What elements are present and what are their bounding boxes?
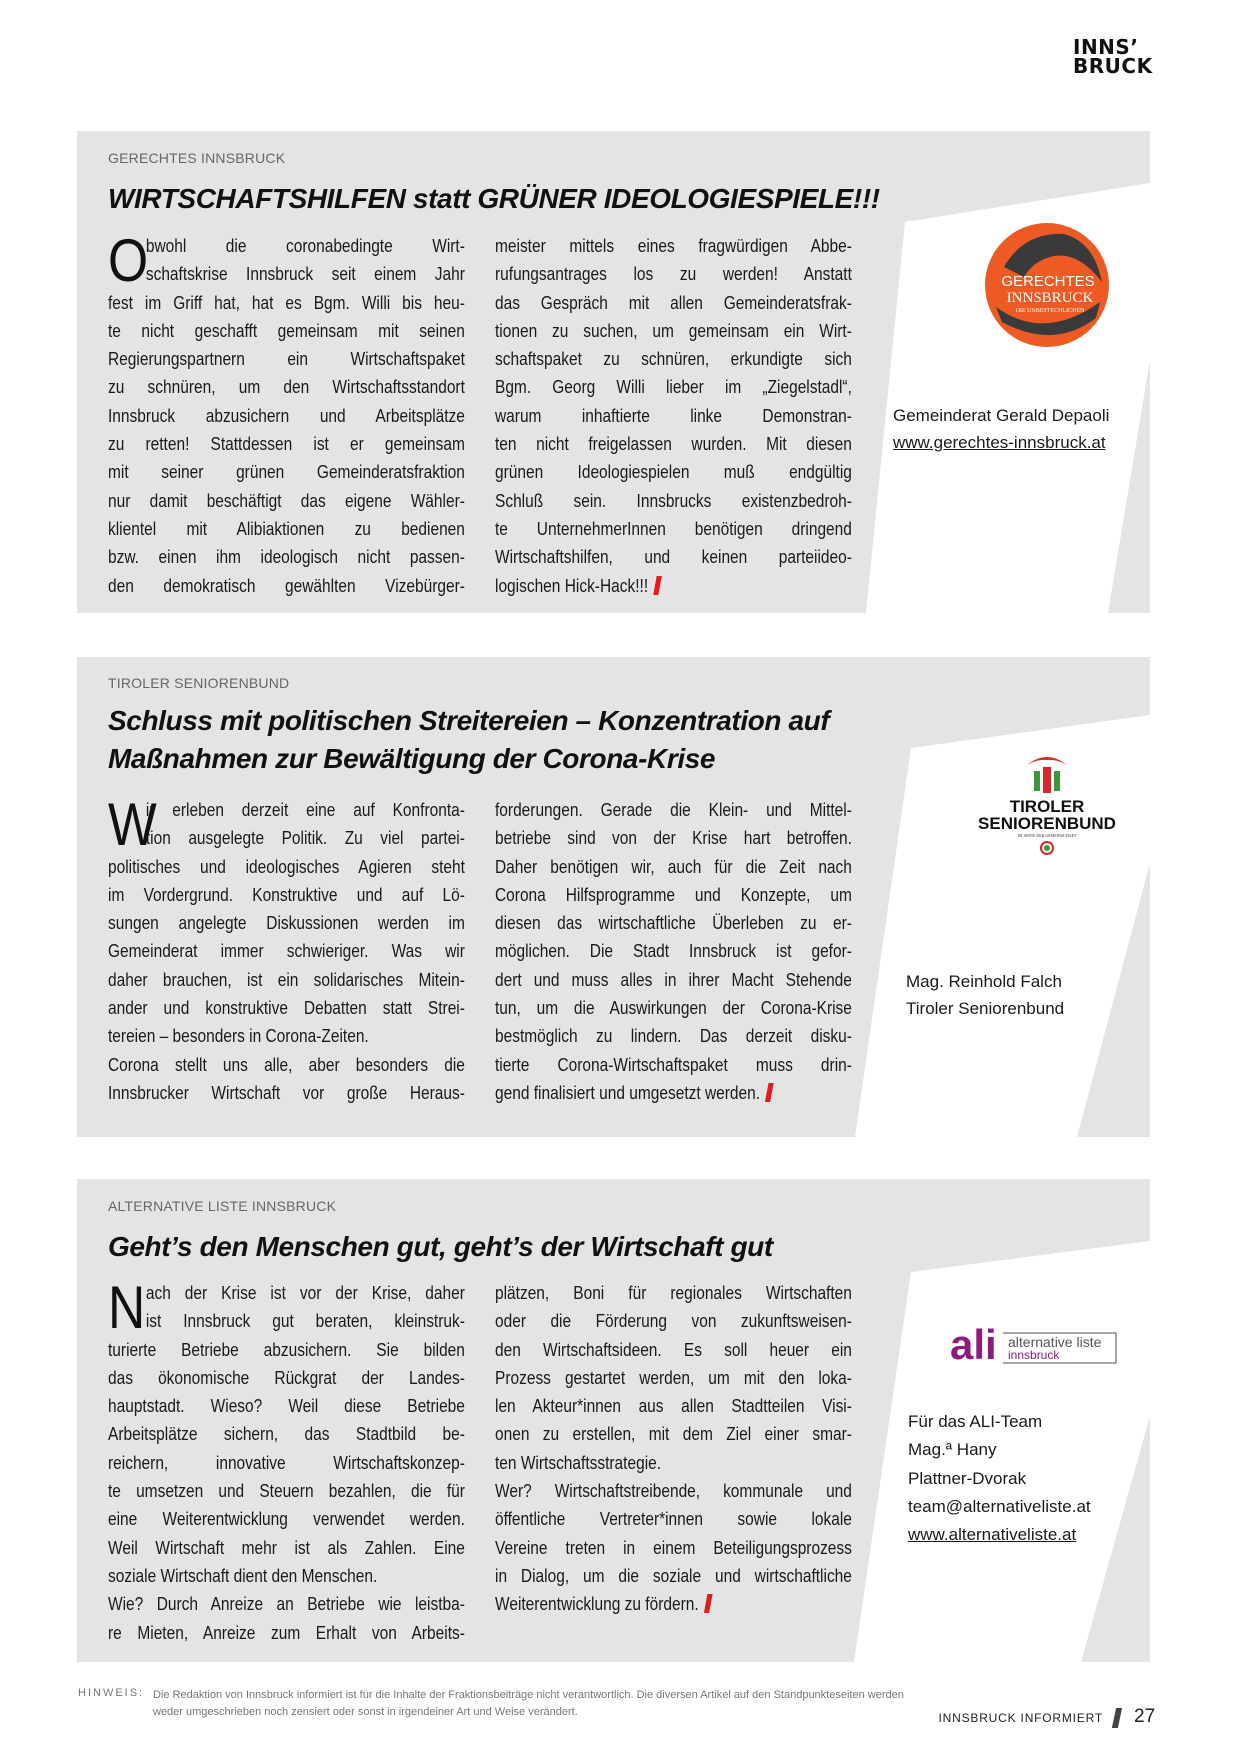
line-text: in Dialog, um die soziale und wirtschaftliche [495,1565,852,1586]
contact-block [908,1408,1091,1549]
text-line [108,1279,465,1307]
line-text: schaftskrise Innsbruck seit einem Jahr [145,264,465,285]
party-label: TIROLER SENIORENBUND [108,675,290,691]
line-text: im Vordergrund. Konstruktive und auf Lö- [108,884,465,905]
text-line [108,1420,465,1448]
text-line [495,1079,852,1107]
line-text: grünen Ideologiespielen muß endgültig [495,462,852,483]
page-number: 27 [1134,1706,1156,1727]
text-line [108,458,465,486]
alternative-liste-logo [948,1319,1120,1373]
line-text: plätzen, Boni für regionales Wirtschaften [495,1283,852,1303]
line-text: te umsetzen und Steuern bezahlen, die für [108,1481,465,1502]
column-2 [495,232,852,600]
line-text: Wer? Wirtschaftstreibende, kommunale und [495,1481,852,1502]
line-text: reichern, innovative Wirtschaftskonzep- [108,1452,465,1473]
text-line [108,1477,465,1505]
end-mark-icon [704,1594,713,1613]
line-text: Bgm. Georg Willi lieber im „Ziegelstadl“, [495,377,852,398]
text-line [108,1307,465,1335]
contact-line: Gemeinderat Gerald Depaoli [893,406,1110,425]
text-line [108,1022,465,1050]
text-line [108,1079,465,1107]
title-line: WIRTSCHAFTSHILFEN statt GRÜNER IDEOLOGIESPIELE!!! [108,183,880,214]
party-label: GERECHTES INNSBRUCK [108,150,286,166]
line-text: eine Weiterentwicklung verwendet werden. [108,1509,465,1530]
text-line [495,345,852,373]
end-mark-icon [765,1083,774,1102]
line-text: rufungsantrages los zu werden! Anstatt [495,264,852,285]
contact-line: Tiroler Seniorenbund [906,999,1065,1018]
line-text: diesen das wirtschaftliche Überleben zu er- [495,913,852,934]
text-line [108,317,465,345]
text-line [108,1449,465,1477]
line-text: schaftspaket zu schnüren, erkundigte sich [495,349,852,370]
text-line [495,796,852,824]
line-text: Weiterentwicklung zu fördern. [495,1594,699,1615]
line-text: tun, um die Auswirkungen der Corona-Krise [495,998,852,1019]
line-text: fest im Griff hat, hat es Bgm. Willi bis heu- [108,292,465,313]
text-line [108,1534,465,1562]
line-text: öffentliche Vertreter*innen sowie lokale [495,1509,852,1530]
text-line [108,1590,465,1618]
line-text: mit seiner grünen Gemeinderatsfraktion [108,462,465,483]
line-text: ist Innsbruck gut beraten, kleinstruk- [145,1311,465,1332]
text-line [495,1449,852,1477]
line-text: re Mieten, Anreize zum Erhalt von Arbeits- [108,1622,465,1643]
line-text: meister mittels eines fragwürdigen Abbe- [495,236,852,256]
line-text: Wirtschaftshilfen, und keinen parteiideo- [495,547,852,568]
line-text: logischen Hick-Hack!!! [495,575,649,596]
text-line [108,260,465,288]
line-text: Weil Wirtschaft mehr ist als Zahlen. Eine [108,1537,465,1558]
text-line [495,1336,852,1364]
title-line: Geht’s den Menschen gut, geht’s der Wirtschaft gut [108,1231,773,1262]
text-line [495,317,852,345]
contact-line: Plattner-Dvorak [908,1468,1027,1488]
line-text: onen zu erstellen, mit dem Ziel einer smar- [495,1424,852,1445]
line-text: den Wirtschaftsideen. Es soll heuer ein [495,1339,852,1360]
end-mark-icon [653,576,662,595]
text-line [495,515,852,543]
line-text: tierte Corona-Wirtschaftspaket muss drin- [495,1054,852,1075]
article-gerechtes-innsbruck [77,131,1150,613]
svg-text:INNSBRUCK: INNSBRUCK [1006,290,1094,306]
line-text: ten Wirtschaftsstrategie. [495,1452,662,1473]
svg-text:DIE UNBESTECHLICHEN: DIE UNBESTECHLICHEN [1015,308,1085,314]
line-text: turierte Betriebe abzusichern. Sie bilden [108,1339,465,1360]
contact-block [906,968,1064,1022]
text-line [108,1619,465,1647]
article-title [108,180,880,218]
text-line [495,232,852,260]
column-1 [108,791,465,1107]
line-text: dert und muss alles in ihrer Macht Stehende [495,969,852,990]
line-text: bestmöglich zu lindern. Das derzeit disku- [495,1026,852,1047]
svg-text:TIROLER: TIROLER [1009,797,1085,816]
text-line [108,796,465,824]
text-line [495,1534,852,1562]
footer-note-label: HINWEIS: [78,1687,145,1699]
text-line [108,402,465,430]
text-line [108,543,465,571]
text-line [495,937,852,965]
gerechtes-innsbruck-logo [984,222,1110,348]
line-text: bzw. einen ihm ideologisch nicht passen- [108,547,465,568]
line-text: Daher benötigen wir, auch für die Zeit nach [495,856,852,877]
svg-text:alternative liste: alternative liste [1008,1334,1102,1350]
folio-divider [1112,1708,1122,1728]
text-line [495,853,852,881]
text-line [108,345,465,373]
logo-line: BRUCK [1073,54,1153,78]
text-line [108,937,465,965]
text-line [108,1392,465,1420]
line-text: len Akteur*innen aus allen Stadtteilen Visi- [495,1396,852,1417]
line-text: tereien – besonders in Corona-Zeiten. [108,1026,369,1047]
line-text: sungen angelegte Diskussionen werden im [108,913,465,934]
line-text: das Gespräch mit allen Gemeinderatsfrak- [495,292,852,313]
text-line [495,1505,852,1533]
contact-line: Mag. Reinhold Falch [906,972,1062,991]
line-text: zu schnüren, um den Wirtschaftsstandort [108,377,465,398]
line-text: Corona Hilfsprogramme und Konzepte, um [495,884,852,905]
text-line [495,1022,852,1050]
line-text: zu retten! Stattdessen ist er gemeinsam [108,434,465,455]
article-tiroler-seniorenbund [77,657,1150,1137]
text-line [495,543,852,571]
tiroler-seniorenbund-logo [970,749,1124,861]
line-text: te UnternehmerInnen benötigen dringend [495,518,852,539]
text-line [108,373,465,401]
article-title [108,702,829,778]
text-line [495,430,852,458]
text-line [495,373,852,401]
text-line [495,1420,852,1448]
line-text: das ökonomische Rückgrat der Landes- [108,1367,465,1388]
text-line [495,402,852,430]
party-label: ALTERNATIVE LISTE INNSBRUCK [108,1198,337,1214]
line-text: tion ausgelegte Politik. Zu viel partei- [145,828,465,849]
line-text: politisches und ideologisches Agieren steht [108,856,465,877]
line-text: möglichen. Die Stadt Innsbruck ist gefor- [495,941,852,962]
text-line [108,572,465,600]
text-line [495,1307,852,1335]
text-line [495,881,852,909]
line-text: Vereine treten in einem Beteiligungsprozess [495,1537,852,1558]
innsbruck-logo [1073,35,1153,78]
text-line [495,487,852,515]
text-line [108,1364,465,1392]
text-line [495,966,852,994]
text-line [495,1562,852,1590]
text-line [495,1279,852,1307]
line-text: den demokratisch gewählten Vizebürger- [108,575,465,596]
text-line [108,994,465,1022]
contact-line: Mag.ª Hany [908,1440,997,1460]
line-text: Gemeinderat immer schwieriger. Was wir [108,941,465,962]
svg-text:SENIORENBUND: SENIORENBUND [978,814,1116,833]
line-text: daher brauchen, ist ein solidarisches Mitein- [108,969,465,990]
line-text: Arbeitsplätze sichern, das Stadtbild be- [108,1424,465,1445]
drop-cap: O [108,227,149,294]
text-line [108,430,465,458]
line-text: tionen zu suchen, um gemeinsam ein Wirt- [495,320,852,341]
title-line: Maßnahmen zur Bewältigung der Corona-Krise [108,743,716,774]
contact-line: Für das ALI-Team [908,1412,1043,1431]
text-line [495,909,852,937]
text-line [108,881,465,909]
line-text: ir erleben derzeit eine auf Konfronta- [145,800,465,820]
svg-text:innsbruck: innsbruck [1008,1348,1060,1362]
text-line [108,1336,465,1364]
text-line [495,260,852,288]
line-text: nur damit beschäftigt das eigene Wähler- [108,490,465,511]
website-link[interactable]: www.gerechtes-innsbruck.at [893,433,1106,452]
text-line [108,487,465,515]
website-link[interactable]: www.alternativeliste.at [908,1525,1077,1545]
column-2 [495,796,852,1107]
text-line [108,966,465,994]
line-text: ten nicht freigelassen wurden. Mit diesen [495,434,852,455]
line-text: gend finalisiert und umgesetzt werden. [495,1082,761,1103]
text-line [108,232,465,260]
title-line: Schluss mit politischen Streitereien – Konzentration auf [108,705,830,736]
line-text: ander und konstruktive Debatten statt Strei- [108,998,465,1019]
column-2 [495,1279,852,1619]
line-text: bwohl die coronabedingte Wirt- [145,236,465,256]
text-line [495,1051,852,1079]
svg-text:ali: ali [950,1321,997,1368]
footer-disclaimer: Die Redaktion von Innsbruck informiert ist für die Inhalte der Fraktionsbeiträge nicht verantwortlich. Die diversen Artikel auf den Standpunkteseiten werden weder umgeschrieben noch zensiert oder sonst in irgendeiner Art und Weise verändert. [153,1689,904,1718]
contact-block [893,402,1109,456]
text-line [108,515,465,543]
line-text: te nicht geschafft gemeinsam mit seinen [108,320,465,341]
article-alternative-liste [77,1179,1150,1662]
column-1 [108,1274,465,1647]
line-text: oder die Förderung von zukunftsweisen- [495,1311,852,1332]
line-text: Schluß sein. Innsbrucks existenzbedroh- [495,490,852,511]
line-text: Wie? Durch Anreize an Betriebe wie leistba- [108,1594,465,1615]
line-text: ach der Krise ist vor der Krise, daher [145,1283,465,1303]
text-line [495,994,852,1022]
line-text: betriebe sind von der Krise hart betroffen. [495,828,852,849]
text-line [108,909,465,937]
column-1 [108,227,465,600]
text-line [495,289,852,317]
line-text: Corona stellt uns alle, aber besonders die [108,1054,465,1075]
text-line [108,1562,465,1590]
text-line [108,289,465,317]
logo-line: INNS’ [1073,35,1139,59]
line-text: Innsbruck abzusichern und Arbeitsplätze [108,405,465,426]
text-line [108,1505,465,1533]
line-text: Regierungspartnern ein Wirtschaftspaket [108,349,465,370]
contact-line: team@alternativeliste.at [908,1496,1091,1516]
text-line [495,458,852,486]
text-line [495,1392,852,1420]
line-text: klientel mit Alibiaktionen zu bedienen [108,518,465,539]
text-line [495,572,852,600]
text-line [495,1364,852,1392]
line-text: warum inhaftierte linke Demonstran- [495,405,852,426]
publication-name: INNSBRUCK INFORMIERT [938,1711,1103,1725]
text-line [108,824,465,852]
text-line [495,824,852,852]
text-line [495,1590,852,1618]
svg-text:GERECHTES: GERECHTES [1001,273,1095,290]
drop-cap: W [108,791,157,858]
line-text: Innsbrucker Wirtschaft vor große Heraus- [108,1082,465,1103]
text-line [108,1051,465,1079]
text-line [495,1477,852,1505]
line-text: soziale Wirtschaft dient den Menschen. [108,1565,378,1586]
text-line [108,853,465,881]
line-text: forderungen. Gerade die Klein- und Mittel- [495,800,852,820]
line-text: hauptstadt. Wieso? Weil diese Betriebe [108,1396,465,1417]
svg-text:IM SINNE DER GEMEINSCHAFT: IM SINNE DER GEMEINSCHAFT [1017,833,1077,838]
drop-cap: N [108,1274,146,1341]
line-text: Prozess gestartet werden, um mit den loka- [495,1367,852,1388]
article-title [108,1228,773,1266]
